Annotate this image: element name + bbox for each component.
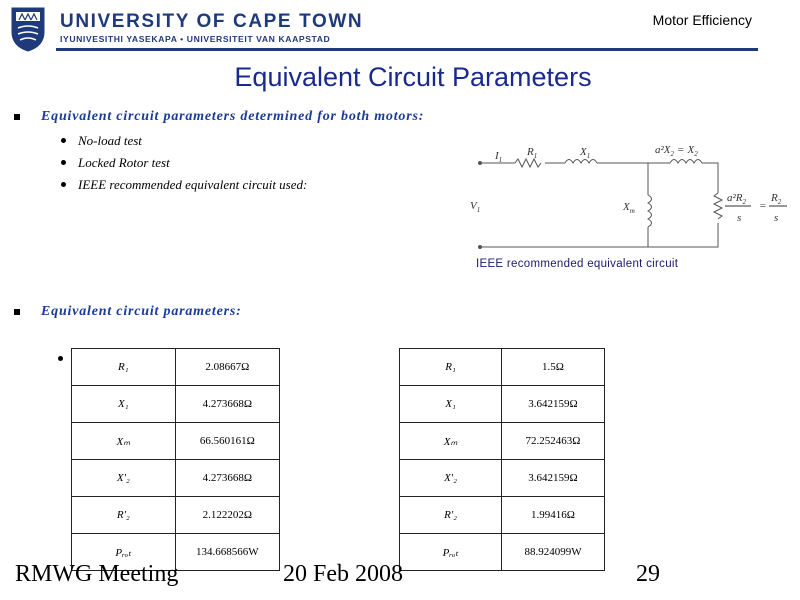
param-symbol: X'₂ [72, 460, 176, 497]
param-value: 4.273668Ω [175, 386, 279, 423]
bullet-parameters-determined: Equivalent circuit parameters determined for both motors: [41, 109, 425, 124]
table-row [72, 423, 280, 460]
table-row [400, 386, 605, 423]
table-row [72, 349, 280, 386]
svg-text:R2: $R_2$ [771, 192, 782, 206]
slide-title: Equivalent Circuit Parameters [234, 62, 592, 92]
param-symbol: R'₂ [400, 497, 502, 534]
svg-text:Xm: $X_m$ [623, 201, 635, 215]
university-crest-logo [10, 6, 46, 52]
sub-bullet-no-load: No-load test [78, 133, 142, 148]
param-symbol: R'₂ [72, 497, 176, 534]
param-symbol: Pᵣₒₜ [400, 534, 502, 571]
svg-text:=: = [759, 200, 767, 212]
table-row [400, 460, 605, 497]
param-symbol: X₁ [72, 386, 176, 423]
sub-bullet-ieee: IEEE recommended equivalent circuit used: [78, 177, 308, 192]
param-value: 1.5Ω [502, 349, 605, 386]
table-row [72, 497, 280, 534]
param-value: 3.642159Ω [502, 386, 605, 423]
slide-topic: Motor Efficiency [652, 12, 752, 28]
r1-resistor [515, 159, 541, 167]
footer-meeting: RMWG Meeting [15, 561, 179, 587]
slide-header [0, 0, 800, 60]
param-symbol: X₁ [400, 386, 502, 423]
bullet-square-icon [14, 114, 20, 120]
param-value: 2.08667Ω [175, 349, 279, 386]
table-row [400, 423, 605, 460]
table-row [72, 386, 280, 423]
svg-text:a²R2: $a^2R_2$ [727, 192, 747, 206]
bullet-square-icon [14, 309, 20, 315]
university-name: UNIVERSITY OF CAPE TOWN [60, 11, 364, 32]
svg-text:X1: $X_1$ [580, 146, 591, 160]
param-value: 1.99416Ω [502, 497, 605, 534]
bullet-dot-icon [61, 138, 66, 143]
param-value: 134.668566W [175, 534, 279, 571]
header-rule [56, 48, 758, 51]
table-row [400, 497, 605, 534]
table-row [400, 349, 605, 386]
university-subtitle: IYUNIVESITHI YASEKAPA • UNIVERSITEIT VAN KAAPSTAD [60, 34, 331, 44]
bullet-parameters: Equivalent circuit parameters: [41, 304, 242, 319]
footer-page-number: 29 [636, 561, 660, 587]
bullet-dot-icon [58, 356, 63, 361]
param-symbol: R₁ [72, 349, 176, 386]
param-value: 72.252463Ω [502, 423, 605, 460]
bullet-dot-icon [61, 182, 66, 187]
param-symbol: Pᵣₒₜ [72, 534, 176, 571]
param-symbol: Xₘ [400, 423, 502, 460]
svg-text:s: s [737, 212, 742, 224]
param-value: 4.273668Ω [175, 460, 279, 497]
r2-resistor [714, 193, 722, 219]
footer-date: 20 Feb 2008 [283, 561, 403, 587]
bullet-dot-icon [61, 160, 66, 165]
param-symbol: X'₂ [400, 460, 502, 497]
motor2-parameter-table [399, 348, 605, 571]
svg-text:R1: $R_1$ [527, 146, 538, 160]
equivalent-circuit-diagram [465, 135, 790, 257]
svg-text:s: s [774, 212, 779, 224]
param-value: 3.642159Ω [502, 460, 605, 497]
param-value: 88.924099W [502, 534, 605, 571]
circuit-caption: IEEE recommended equivalent circuit [476, 258, 679, 270]
param-symbol: Xₘ [72, 423, 176, 460]
param-value: 66.560161Ω [175, 423, 279, 460]
motor1-parameter-table [71, 348, 280, 571]
sub-bullet-locked-rotor: Locked Rotor test [78, 155, 170, 170]
svg-text:I1: $I_1$ [495, 150, 503, 164]
table-row [72, 460, 280, 497]
param-symbol: R₁ [400, 349, 502, 386]
param-value: 2.122202Ω [175, 497, 279, 534]
table-row [400, 534, 605, 571]
svg-text:V1: $V_1$ [470, 200, 481, 214]
svg-text:a²X2=X2: $a^2X_2 = X_2$ [655, 144, 698, 158]
